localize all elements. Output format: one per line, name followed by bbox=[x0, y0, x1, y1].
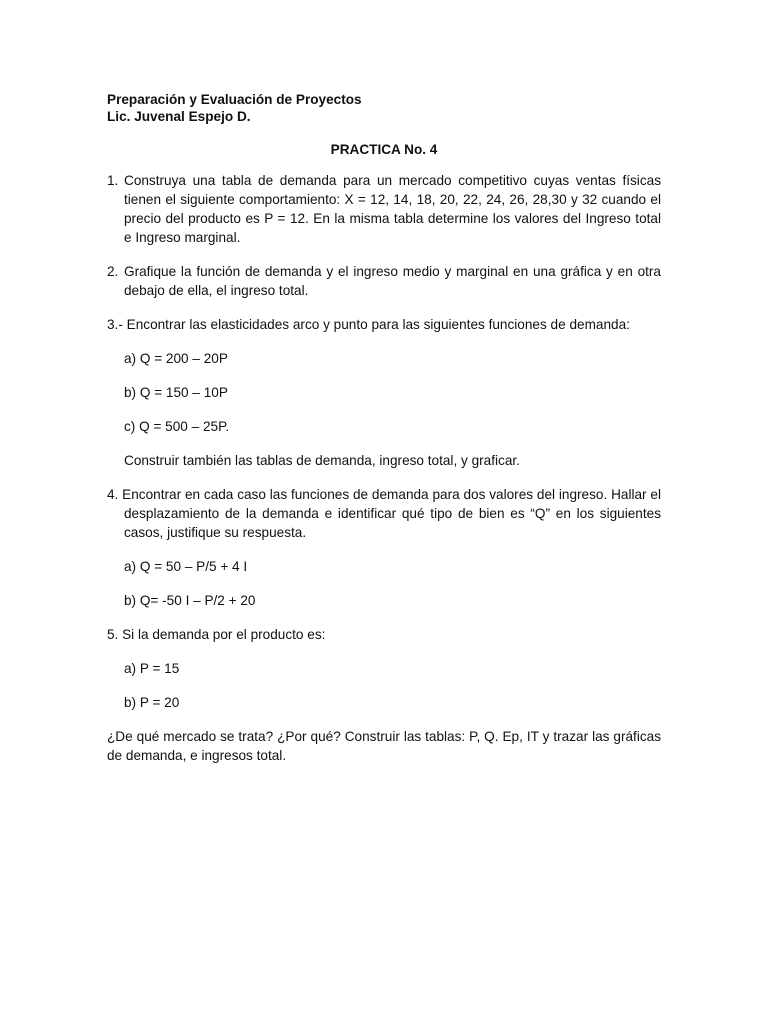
document-header bbox=[107, 91, 667, 125]
question-3-option-a: a) Q = 200 – 20P bbox=[124, 351, 228, 366]
question-2 bbox=[107, 262, 661, 300]
question-3-note: Construir también las tablas de demanda, ingreso total, y graficar. bbox=[124, 453, 520, 468]
question-2-number: 2. bbox=[107, 264, 119, 279]
instructor-name: Lic. Juvenal Espejo D. bbox=[107, 109, 251, 124]
question-1 bbox=[107, 171, 661, 247]
document-body bbox=[107, 171, 661, 780]
question-5-option-a: a) P = 15 bbox=[124, 661, 180, 676]
question-4-text: 4. Encontrar en cada caso las funciones de demanda para dos valores del ingreso. Hallar el desplazamiento de la demanda e identificar qué tipo de bien es “Q” en los siguientes casos, justifique su respuesta. bbox=[107, 487, 661, 540]
question-1-number: 1. bbox=[107, 173, 119, 188]
course-title: Preparación y Evaluación de Proyectos bbox=[107, 92, 362, 107]
question-4-option-b: b) Q= -50 I – P/2 + 20 bbox=[124, 593, 256, 608]
question-5-option-b: b) P = 20 bbox=[124, 695, 180, 710]
practice-title: PRACTICA No. 4 bbox=[330, 142, 438, 157]
question-3-option-c: c) Q = 500 – 25P. bbox=[124, 419, 230, 434]
question-3-option-b: b) Q = 150 – 10P bbox=[124, 385, 228, 400]
closing-question: ¿De qué mercado se trata? ¿Por qué? Construir las tablas: P, Q. Ep, IT y trazar las gráficas de demanda, e ingresos total. bbox=[107, 729, 661, 763]
question-3-text: 3.- Encontrar las elasticidades arco y punto para las siguientes funciones de demanda: bbox=[107, 317, 630, 332]
question-2-text: Grafique la función de demanda y el ingreso medio y marginal en una gráfica y en otra debajo de ella, el ingreso total. bbox=[124, 264, 661, 298]
question-1-text: Construya una tabla de demanda para un mercado competitivo cuyas ventas físicas tienen el siguiente comportamiento: X = 12, 14, 18, 20, 22, 24, 26, 28,30 y 32 cuando el precio del producto es P = 12. En la misma tabla determine los valores del Ingreso total e Ingreso marginal. bbox=[124, 173, 661, 245]
question-4-option-a: a) Q = 50 – P/5 + 4 I bbox=[124, 559, 248, 574]
question-5-text: 5. Si la demanda por el producto es: bbox=[107, 627, 326, 642]
